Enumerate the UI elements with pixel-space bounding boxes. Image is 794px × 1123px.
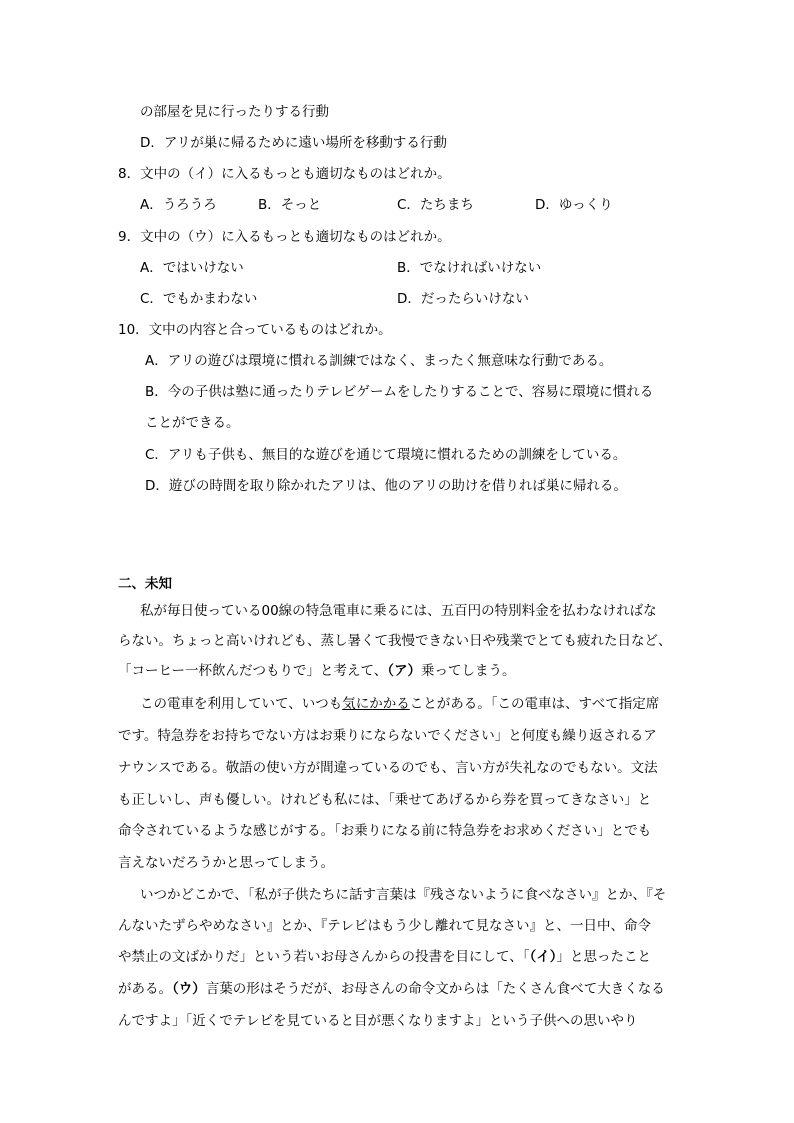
blank-a-marker: （ア）: [387, 663, 421, 679]
passage-p2-line2: です。特急券をお持ちでない方はお乗りにならないでください」と何度も繰り返されるア: [118, 728, 657, 744]
passage-text: 「コーヒー一杯飲んだつもりで」と考えて、: [118, 663, 388, 679]
q9-option-a: A．ではいけない: [140, 260, 244, 276]
q7-option-c-continuation: の部屋を見に行ったりする行動: [140, 104, 329, 120]
passage-p3-line2: んないたずらやめなさい』とか、『テレビはもう少し離れて見なさい』と、一日中、命令: [118, 918, 651, 934]
q9-option-c: C．でもかまわない: [140, 291, 258, 307]
q8-option-b: B．そっと: [258, 197, 322, 213]
q10-option-c: C．アリも子供も、無目的な遊びを通じて環境に慣れるための訓練をしている。: [145, 447, 627, 463]
q10-option-b-line1: B．今の子供は塾に通ったりテレビゲームをしたりすることで、容易に環境に慣れる: [145, 384, 654, 400]
passage-p2-line6: 言えないだろうかと思ってしまう。: [118, 855, 334, 871]
blank-i-marker: （イ）: [529, 949, 557, 965]
passage-p3-line5: んですよ」「近くでテレビを見ていると目が悪くなりますよ」という子供への思いやり: [118, 1013, 638, 1029]
q9-option-b: B．でなければいけない: [397, 260, 542, 276]
q9-stem: 9．文中の（ウ）に入るもっとも適切なものはどれか。: [118, 229, 451, 245]
passage-p3-line1: いつかどこかで、「私が子供たちに話す言葉は『残さないように食べなさい』とか、『そ: [140, 887, 667, 903]
passage-text: 」と思ったこと: [556, 949, 651, 965]
passage-p3-line3: [118, 947, 651, 967]
q10-option-b-line2: ことができる。: [145, 415, 240, 431]
passage-p1-line3: [118, 661, 515, 681]
q10-option-a: A．アリの遊びは環境に慣れる訓練ではなく、まったく無意味な行動である。: [145, 353, 613, 369]
passage-p2-line5: 命令されているような感じがする。「お乗りになる前に特急券をお求めください」とでも: [118, 823, 652, 839]
q9-option-d: D．だったらいけない: [397, 291, 529, 307]
q7-option-d: D．アリが巣に帰るために遠い場所を移動する行動: [140, 135, 447, 151]
passage-p3-line4: [118, 979, 665, 999]
q8-option-a: A．うろうろ: [140, 197, 217, 213]
passage-p1-line2: らない。ちょっと高いけれども、蒸し暑くて我慢できない日や残業でとても疲れた日など、: [118, 633, 672, 649]
q8-option-d: D．ゆっくり: [535, 197, 613, 213]
passage-p1-line1: 私が毎日使っている00線の特急電車に乗るには、五百円の特別料金を払わなければな: [140, 603, 657, 619]
section-heading: 二、未知: [118, 576, 172, 592]
passage-text: 言葉の形はそうだが、お母さんの命令文からは「たくさん食べて大きくなる: [205, 981, 665, 997]
passage-text: この電車を利用していて、いつも: [140, 696, 343, 712]
passage-text: 乗ってしまう。: [420, 663, 516, 679]
underlined-phrase: 気にかかる: [342, 696, 410, 712]
passage-p2-line4: も正しいし、声も優しい。けれども私には、「乗せてあげるから券を買ってきなさい」と: [118, 792, 652, 808]
blank-u-marker: （ウ）: [172, 981, 206, 997]
passage-p2-line3: ナウンスである。敬語の使い方が間違っているのでも、言い方が失礼なのでもない。文法: [118, 760, 658, 776]
passage-text: ことがある。「この電車は、すべて指定席: [409, 696, 660, 712]
q10-option-d: D．遊びの時間を取り除かれたアリは、他のアリの助けを借りれば巣に帰れる。: [145, 478, 627, 494]
passage-text: や禁止の文ばかりだ」という若いお母さんからの投書を目にして、「: [118, 949, 530, 965]
passage-p2-line1: [140, 694, 659, 714]
passage-text: がある。: [118, 981, 172, 997]
q10-stem: 10．文中の内容と合っているものはどれか。: [118, 322, 392, 338]
q8-stem: 8．文中の（イ）に入るもっとも適切なものはどれか。: [118, 166, 451, 182]
q8-option-c: C．たちまち: [397, 197, 474, 213]
